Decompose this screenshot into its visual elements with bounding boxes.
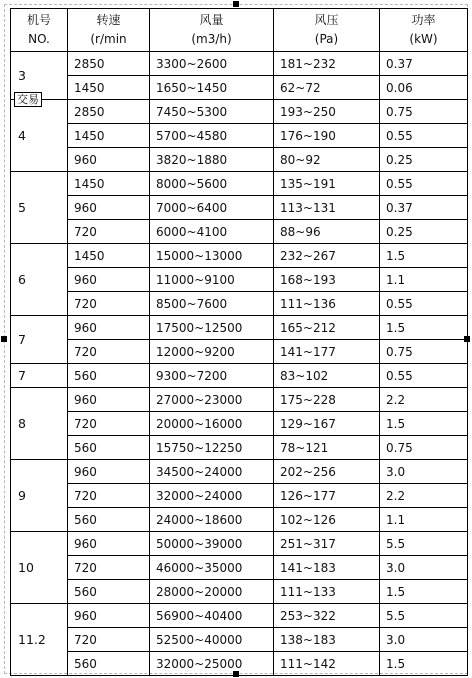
pressure-cell: 253~322 [274, 604, 380, 628]
airflow-cell: 34500~24000 [150, 460, 274, 484]
pressure-cell: 141~177 [274, 340, 380, 364]
pressure-cell: 111~133 [274, 580, 380, 604]
speed-cell: 720 [68, 628, 150, 652]
airflow-cell: 5700~4580 [150, 124, 274, 148]
table-row [11, 76, 468, 100]
power-cell: 0.55 [380, 124, 468, 148]
power-cell: 0.75 [380, 340, 468, 364]
power-cell: 0.55 [380, 292, 468, 316]
power-cell: 0.75 [380, 100, 468, 124]
power-cell: 0.06 [380, 76, 468, 100]
power-cell: 3.0 [380, 628, 468, 652]
pressure-cell: 78~121 [274, 436, 380, 460]
pressure-cell: 251~317 [274, 532, 380, 556]
table-row [11, 388, 468, 412]
airflow-cell: 24000~18600 [150, 508, 274, 532]
power-cell: 1.5 [380, 316, 468, 340]
airflow-cell: 3300~2600 [150, 52, 274, 76]
pressure-cell: 141~183 [274, 556, 380, 580]
speed-cell: 960 [68, 268, 150, 292]
power-cell: 0.37 [380, 196, 468, 220]
power-cell: 1.5 [380, 652, 468, 676]
airflow-cell: 15000~13000 [150, 244, 274, 268]
speed-cell: 560 [68, 508, 150, 532]
pressure-cell: 138~183 [274, 628, 380, 652]
speed-cell: 960 [68, 316, 150, 340]
airflow-cell: 12000~9200 [150, 340, 274, 364]
speed-cell: 560 [68, 436, 150, 460]
header-power: 功率 (kW) [380, 9, 468, 52]
pressure-cell: 62~72 [274, 76, 380, 100]
speed-cell: 960 [68, 460, 150, 484]
power-cell: 2.2 [380, 388, 468, 412]
pressure-cell: 193~250 [274, 100, 380, 124]
power-cell: 5.5 [380, 604, 468, 628]
trade-badge: 交易 [14, 92, 42, 107]
power-cell: 0.55 [380, 364, 468, 388]
machine-no-cell: 11.2 [11, 604, 68, 676]
speed-cell: 1450 [68, 124, 150, 148]
power-cell: 0.37 [380, 52, 468, 76]
airflow-cell: 8500~7600 [150, 292, 274, 316]
airflow-cell: 11000~9100 [150, 268, 274, 292]
table-row [11, 124, 468, 148]
pressure-cell: 165~212 [274, 316, 380, 340]
header-machine-no: 机号 NO. [11, 9, 68, 52]
table-row [11, 364, 468, 388]
speed-cell: 560 [68, 580, 150, 604]
table-row [11, 292, 468, 316]
airflow-cell: 7450~5300 [150, 100, 274, 124]
speed-cell: 960 [68, 604, 150, 628]
airflow-cell: 15750~12250 [150, 436, 274, 460]
airflow-cell: 56900~40400 [150, 604, 274, 628]
airflow-cell: 3820~1880 [150, 148, 274, 172]
pressure-cell: 181~232 [274, 52, 380, 76]
speed-cell: 2850 [68, 52, 150, 76]
pressure-cell: 88~96 [274, 220, 380, 244]
machine-no-cell: 6 [11, 244, 68, 316]
speed-cell: 2850 [68, 100, 150, 124]
resize-handle-right[interactable] [464, 336, 470, 342]
table-row [11, 244, 468, 268]
pressure-cell: 113~131 [274, 196, 380, 220]
airflow-cell: 46000~35000 [150, 556, 274, 580]
table-row [11, 628, 468, 652]
power-cell: 1.1 [380, 508, 468, 532]
airflow-cell: 20000~16000 [150, 412, 274, 436]
speed-cell: 960 [68, 196, 150, 220]
speed-cell: 720 [68, 292, 150, 316]
speed-cell: 720 [68, 484, 150, 508]
table-row [11, 100, 468, 124]
pressure-cell: 129~167 [274, 412, 380, 436]
power-cell: 0.55 [380, 172, 468, 196]
airflow-cell: 6000~4100 [150, 220, 274, 244]
pressure-cell: 135~191 [274, 172, 380, 196]
power-cell: 0.25 [380, 220, 468, 244]
table-row [11, 580, 468, 604]
table-row [11, 340, 468, 364]
machine-no-cell: 7 [11, 364, 68, 388]
speed-cell: 560 [68, 364, 150, 388]
airflow-cell: 7000~6400 [150, 196, 274, 220]
power-cell: 1.5 [380, 244, 468, 268]
machine-no-cell: 5 [11, 172, 68, 244]
table-row [11, 412, 468, 436]
airflow-cell: 27000~23000 [150, 388, 274, 412]
speed-cell: 960 [68, 388, 150, 412]
pressure-cell: 232~267 [274, 244, 380, 268]
table-row [11, 484, 468, 508]
speed-cell: 1450 [68, 76, 150, 100]
header-airflow: 风量 (m3/h) [150, 9, 274, 52]
airflow-cell: 9300~7200 [150, 364, 274, 388]
pressure-cell: 80~92 [274, 148, 380, 172]
table-row [11, 436, 468, 460]
power-cell: 3.0 [380, 556, 468, 580]
airflow-cell: 32000~25000 [150, 652, 274, 676]
airflow-cell: 32000~24000 [150, 484, 274, 508]
table-row [11, 52, 468, 76]
power-cell: 1.5 [380, 412, 468, 436]
power-cell: 1.5 [380, 580, 468, 604]
speed-cell: 1450 [68, 172, 150, 196]
resize-handle-bottom[interactable] [233, 671, 239, 677]
table-row [11, 316, 468, 340]
airflow-cell: 50000~39000 [150, 532, 274, 556]
speed-cell: 720 [68, 556, 150, 580]
resize-handle-left[interactable] [1, 336, 7, 342]
pressure-cell: 102~126 [274, 508, 380, 532]
machine-no-cell: 9 [11, 460, 68, 532]
pressure-cell: 175~228 [274, 388, 380, 412]
header-pressure: 风压 (Pa) [274, 9, 380, 52]
power-cell: 0.75 [380, 436, 468, 460]
table-row [11, 652, 468, 676]
power-cell: 0.25 [380, 148, 468, 172]
power-cell: 2.2 [380, 484, 468, 508]
fan-spec-table [10, 8, 468, 676]
table-row [11, 148, 468, 172]
power-cell: 5.5 [380, 532, 468, 556]
table-row [11, 220, 468, 244]
machine-no-cell: 4 [11, 100, 68, 172]
speed-cell: 720 [68, 340, 150, 364]
speed-cell: 1450 [68, 244, 150, 268]
table-row [11, 460, 468, 484]
pressure-cell: 111~136 [274, 292, 380, 316]
table-row [11, 556, 468, 580]
table-row [11, 508, 468, 532]
machine-no-cell: 7 [11, 316, 68, 364]
airflow-cell: 28000~20000 [150, 580, 274, 604]
header-speed: 转速 (r/min [68, 9, 150, 52]
speed-cell: 560 [68, 652, 150, 676]
speed-cell: 960 [68, 532, 150, 556]
airflow-cell: 1650~1450 [150, 76, 274, 100]
pressure-cell: 83~102 [274, 364, 380, 388]
table-row [11, 196, 468, 220]
table-row [11, 172, 468, 196]
pressure-cell: 202~256 [274, 460, 380, 484]
machine-no-cell: 8 [11, 388, 68, 460]
machine-no-cell: 10 [11, 532, 68, 604]
airflow-cell: 52500~40000 [150, 628, 274, 652]
table-row [11, 532, 468, 556]
power-cell: 3.0 [380, 460, 468, 484]
header-row [11, 9, 468, 52]
pressure-cell: 176~190 [274, 124, 380, 148]
machine-no-cell: 3 [11, 52, 68, 100]
power-cell: 1.1 [380, 268, 468, 292]
pressure-cell: 126~177 [274, 484, 380, 508]
pressure-cell: 111~142 [274, 652, 380, 676]
pressure-cell: 168~193 [274, 268, 380, 292]
table-row [11, 604, 468, 628]
airflow-cell: 17500~12500 [150, 316, 274, 340]
resize-handle-top[interactable] [233, 1, 239, 7]
speed-cell: 720 [68, 412, 150, 436]
table-row [11, 268, 468, 292]
speed-cell: 720 [68, 220, 150, 244]
airflow-cell: 8000~5600 [150, 172, 274, 196]
speed-cell: 960 [68, 148, 150, 172]
